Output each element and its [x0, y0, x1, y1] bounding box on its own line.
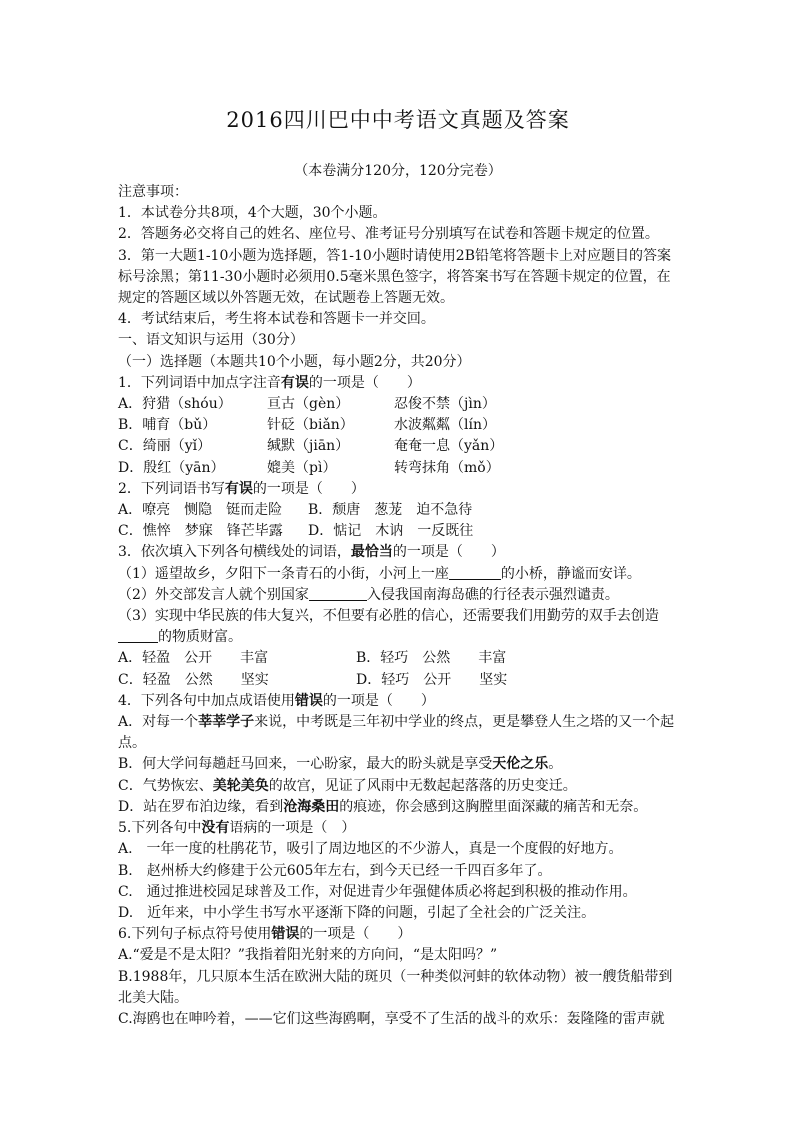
question-3-sentence-1 — [118, 564, 678, 585]
question-6-option: B.1988年，几只原本生活在欧洲大陆的斑贝（一种类似河蚌的软体动物）被一艘货船带到北美大陆。 — [118, 968, 673, 1006]
part-heading: （一）选择题（本题共10个小题，每小题2分，共20分） — [118, 353, 471, 370]
option-text: D．站在罗布泊边缘，看到 — [118, 798, 284, 815]
option-cell: C．憔悴 梦寐 锋芒毕露 — [118, 523, 283, 540]
sentence-text: （1）遥望故乡，夕阳下一条青石的小街，小河上一座 — [118, 565, 449, 582]
option-cell: 忍俊不禁（jìn） — [394, 396, 496, 413]
question-6-option: A.“爱是不是太阳？”我指着阳光射来的方向问，“是太阳吗？” — [118, 947, 498, 964]
question-5-stem — [118, 818, 678, 839]
stem-text: 的一项是（ ） — [392, 544, 505, 561]
stem-emphasis: 最恰当 — [350, 544, 393, 561]
notice-item: 2．答题务必交将自己的姓名、座位号、准考证号分别填写在试卷和答题卡规定的位置。 — [118, 226, 659, 243]
option-cell: D．殷红（yān） — [118, 459, 225, 476]
notice-item: 3．第一大题1-10小题为选择题，答1-10小题时请使用2B铅笔将答题卡上对应题目的答案标号涂黑；第11-30小题时必须用0.5毫米黑色签字，将答案书写在答题卡规定的位置，在规定的答题区域以外答题无效，在试题卷上答题无效。 — [118, 247, 672, 307]
question-2-stem — [118, 479, 678, 500]
notice-item: 4．考试结束后，考生将本试卷和答题卡一并交回。 — [118, 311, 435, 328]
option-text: A．对每一个 — [118, 714, 199, 731]
option-text: 的故宫，见证了风雨中无数起起落落的历史变迁。 — [268, 777, 577, 794]
question-1-stem — [118, 373, 678, 394]
document-body — [118, 182, 678, 1030]
option-cell: D．轻巧 公开 坚实 — [356, 671, 508, 688]
fill-blank — [118, 628, 158, 643]
question-6-stem — [118, 924, 678, 945]
stem-text: 语病的一项是（ ） — [229, 820, 356, 837]
question-5-option: D. 近年来，中小学生书写水平逐渐下降的问题，引起了全社会的广泛关注。 — [118, 904, 596, 921]
option-text: 来说，中考既是三年初中学业的终点，更是攀登人生之塔的又一个起点。 — [118, 714, 675, 752]
option-text: 的痕迹，你会感到这胸膛里面深藏的痛苦和无奈。 — [339, 798, 648, 815]
stem-emphasis: 错误 — [271, 926, 300, 943]
idiom-emphasis: 美轮美奂 — [212, 777, 269, 794]
option-cell: 水波粼粼（lín） — [394, 417, 496, 434]
idiom-emphasis: 沧海桑田 — [283, 798, 340, 815]
option-cell: B．轻巧 公然 丰富 — [356, 650, 507, 667]
question-3-sentence-2 — [118, 585, 678, 606]
option-cell: A．轻盈 公开 丰富 — [118, 650, 269, 667]
stem-text: 3．依次填入下列各句横线处的词语， — [118, 544, 351, 561]
question-3-sentence-3: （3）实现中华民族的伟大复兴，不但要有必胜的信心，还需要我们用勤劳的双手去创造 — [118, 608, 659, 625]
stem-emphasis: 没有 — [201, 820, 230, 837]
idiom-emphasis: 天伦之乐 — [492, 756, 549, 773]
question-1-option-row — [118, 394, 678, 415]
option-cell: 奄奄一息（yǎn） — [394, 438, 504, 455]
question-4-option-b — [118, 754, 678, 775]
option-cell: A．嘹亮 恻隐 铤而走险 — [118, 502, 283, 519]
option-cell: C．绮丽（yǐ） — [118, 438, 212, 455]
fill-blank — [449, 565, 501, 580]
fill-blank — [309, 586, 367, 601]
option-text: C．气势恢宏、 — [118, 777, 213, 794]
stem-text: 4．下列各句中加点成语使用 — [118, 692, 295, 709]
question-3-stem — [118, 542, 678, 563]
stem-emphasis: 错误 — [294, 692, 323, 709]
sentence-text: 入侵我国南海岛礁的行径表示强烈谴责。 — [366, 586, 619, 603]
stem-text: 的一项是（ ） — [322, 692, 435, 709]
question-3-option-row — [118, 648, 678, 669]
question-3-sentence-3-cont — [118, 627, 678, 648]
option-cell: A．狩猎（shóu） — [118, 396, 232, 413]
stem-text: 的一项是（ ） — [299, 926, 412, 943]
question-4-option-a — [118, 712, 678, 754]
option-cell: D．惦记 木讷 一反既往 — [308, 523, 474, 540]
question-1-option-row — [118, 415, 678, 436]
option-cell: 缄默（jiān） — [267, 438, 350, 455]
option-cell: B．哺育（bǔ） — [118, 417, 217, 434]
idiom-emphasis: 莘莘学子 — [198, 714, 255, 731]
stem-text: 2．下列词语书写 — [118, 480, 225, 497]
question-1-option-row — [118, 458, 678, 479]
question-2-option-row — [118, 521, 678, 542]
notice-heading: 注意事项： — [118, 184, 188, 200]
sentence-text: 的物质财富。 — [158, 629, 242, 646]
page-title: 2016四川巴中中考语文真题及答案 — [226, 108, 570, 132]
question-5-option: B. 赵州桥大约修建于公元605年左右，到今天已经一千四百多年了。 — [118, 862, 552, 879]
page-subtitle: （本卷满分120分，120分完卷） — [294, 163, 502, 179]
sentence-text: （2）外交部发言人就个别国家 — [118, 586, 309, 603]
question-4-stem — [118, 691, 678, 712]
option-text: B．何大学问每趟赶马回来，一心盼家，最大的盼头就是享受 — [118, 756, 493, 773]
question-5-option: A. 一年一度的杜鹃花节，吸引了周边地区的不少游人，真是一个度假的好地方。 — [118, 841, 623, 858]
question-1-option-row — [118, 436, 678, 457]
question-6-option: C.海鸥也在呻吟着，——它们这些海鸥啊，享受不了生活的战斗的欢乐：轰隆隆的雷声就 — [118, 1010, 665, 1027]
stem-emphasis: 有误 — [280, 374, 309, 391]
option-cell: B．颓唐 葱茏 迫不急待 — [308, 502, 473, 519]
stem-text: 5.下列各句中 — [118, 820, 202, 837]
option-cell: 媲美（pì） — [267, 459, 337, 476]
question-4-option-d — [118, 797, 678, 818]
option-cell: 针砭（biǎn） — [267, 417, 354, 434]
notice-item: 1．本试卷分共8项，4个大题，30个小题。 — [118, 205, 387, 222]
option-cell: C．轻盈 公然 坚实 — [118, 671, 269, 688]
option-cell: 转弯抹角（mǒ） — [394, 459, 500, 476]
stem-text: 1．下列词语中加点字注音 — [118, 374, 281, 391]
stem-text: 的一项是（ ） — [252, 480, 365, 497]
sentence-text: 的小桥，静谧而安详。 — [500, 565, 641, 582]
question-3-option-row — [118, 670, 678, 691]
stem-text: 6.下列句子标点符号使用 — [118, 926, 272, 943]
question-4-option-c — [118, 776, 678, 797]
option-text: 。 — [548, 756, 563, 773]
question-5-option: C. 通过推进校园足球普及工作，对促进青少年强健体质必将起到积极的推动作用。 — [118, 883, 637, 900]
section-heading: 一、语文知识与运用（30分） — [118, 332, 304, 349]
stem-emphasis: 有误 — [224, 480, 253, 497]
question-2-option-row — [118, 500, 678, 521]
stem-text: 的一项是（ ） — [308, 374, 421, 391]
option-cell: 亘古（gèn） — [267, 396, 350, 413]
